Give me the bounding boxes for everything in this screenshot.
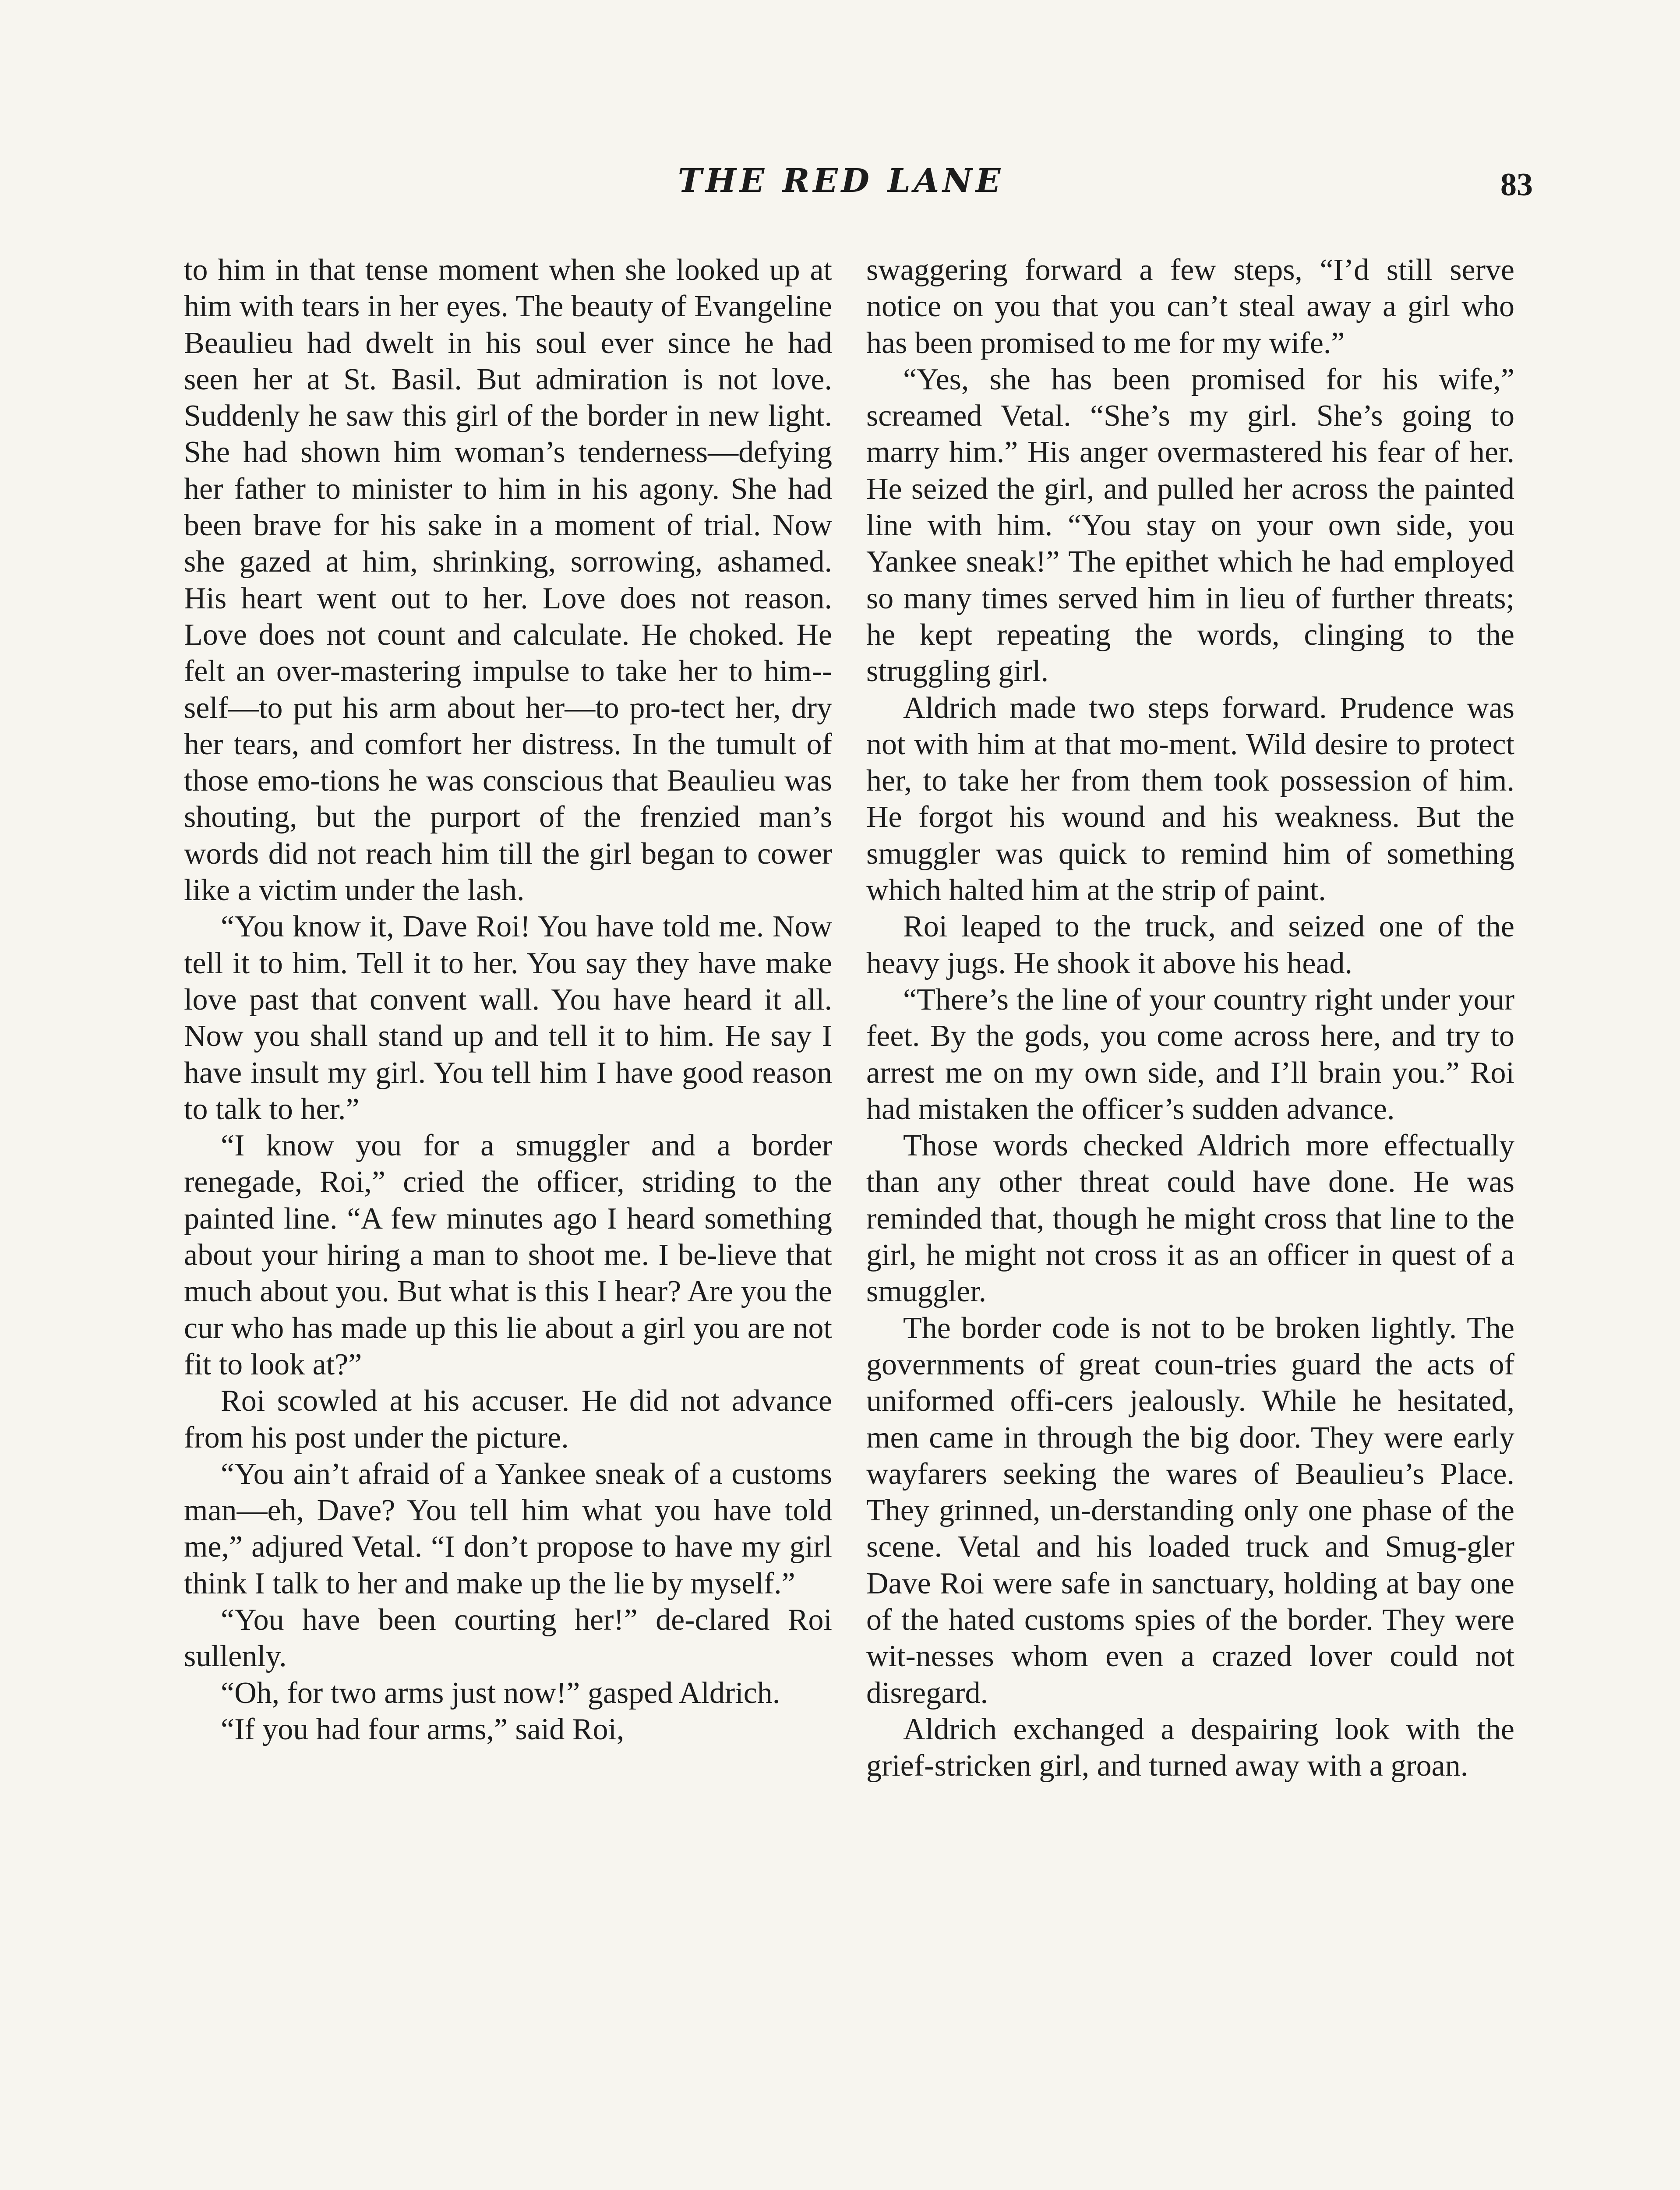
paragraph: Roi scowled at his accuser. He did not advance from his post under the picture. — [184, 1384, 832, 1455]
running-head — [0, 162, 1680, 215]
paragraph: “There’s the line of your country right under your feet. By the gods, you come across here, and try to arrest me on my own side, and I’ll brain you.” Roi had mistaken the officer’s sudden advance. — [866, 982, 1514, 1126]
paragraph: “Oh, for two arms just now!” gasped Aldrich. — [221, 1676, 780, 1710]
page-number: 83 — [1500, 167, 1533, 203]
paragraph: to him in that tense moment when she looked up at him with tears in her eyes. The beauty of Evangeline Beaulieu had dwelt in his soul ever since he had seen her at St. Basil. But admiration is not love. Suddenly he saw this girl of the border in new light. She had shown him woman’s tenderness—defying her father to minister to him in his agony. She had been brave for his sake in a moment of trial. Now she gazed at him, shrinking, sorrowing, ashamed. His heart went out to her. Love does not reason. Love does not count and calculate. He choked. He felt an over-mastering impulse to take her to him-self—to put his arm about her—to pro-tect her, dry her tears, and comfort her distress. In the tumult of those emo-tions he was conscious that Beaulieu was shouting, but the purport of the frenzied man’s words did not reach him till the girl began to cower like a victim under the lash. — [184, 253, 832, 908]
paragraph: Those words checked Aldrich more effectually than any other threat could have done. He was reminded that, though he might cross that line to the girl, he might not cross it as an officer in quest of a smuggler. — [866, 1129, 1514, 1309]
paragraph: “Yes, she has been promised for his wife,” screamed Vetal. “She’s my girl. She’s going to marry him.” His anger overmastered his fear of her. He seized the girl, and pulled her across the painted line with him. “You stay on your own side, you Yankee sneak!” The epithet which he had employed so many times served him in lieu of further threats; he kept repeating the words, clinging to the struggling girl. — [866, 362, 1514, 689]
right-text-column — [866, 252, 1514, 1784]
paragraph: swaggering forward a few steps, “I’d still serve notice on you that you can’t steal away a girl who has been promised to me for my wife.” — [866, 253, 1514, 360]
running-title: THE RED LANE — [678, 162, 1004, 200]
paragraph: “You have been courting her!” de-clared Roi sullenly. — [184, 1603, 832, 1674]
paragraph: Aldrich exchanged a despairing look with the grief-stricken girl, and turned away with a groan. — [866, 1712, 1514, 1783]
left-text-column — [184, 252, 832, 1748]
paragraph: Aldrich made two steps forward. Prudence was not with him at that mo-ment. Wild desire to protect her, to take her from them took possession of him. He forgot his wound and his weakness. But the smuggler was quick to remind him of something which halted him at the strip of paint. — [866, 691, 1514, 908]
paragraph: “If you had four arms,” said Roi, — [221, 1712, 625, 1746]
paragraph: “I know you for a smuggler and a border renegade, Roi,” cried the officer, striding to the painted line. “A few minutes ago I heard something about your hiring a man to shoot me. I be-lieve that much about you. But what is this I hear? Are you the cur who has made up this lie about a girl you are not fit to look at?” — [184, 1129, 832, 1381]
paragraph: “You know it, Dave Roi! You have told me. Now tell it to him. Tell it to her. You say they have make love past that convent wall. You have heard it all. Now you shall stand up and tell it to him. He say I have insult my girl. You tell him I have good reason to talk to her.” — [184, 910, 832, 1126]
paragraph: Roi leaped to the truck, and seized one of the heavy jugs. He shook it above his head. — [866, 910, 1514, 980]
paragraph: “You ain’t afraid of a Yankee sneak of a customs man—eh, Dave? You tell him what you have told me,” adjured Vetal. “I don’t propose to have my girl think I talk to her and make up the lie by myself.” — [184, 1457, 832, 1600]
paragraph: The border code is not to be broken lightly. The governments of great coun-tries guard the acts of uniformed offi-cers jealously. While he hesitated, men came in through the big door. They were early wayfarers seeking the wares of Beaulieu’s Place. They grinned, un-derstanding only one phase of the scene. Vetal and his loaded truck and Smug-gler Dave Roi were safe in sanctuary, holding at bay one of the hated customs spies of the border. They were wit-nesses whom even a crazed lover could not disregard. — [866, 1311, 1514, 1710]
